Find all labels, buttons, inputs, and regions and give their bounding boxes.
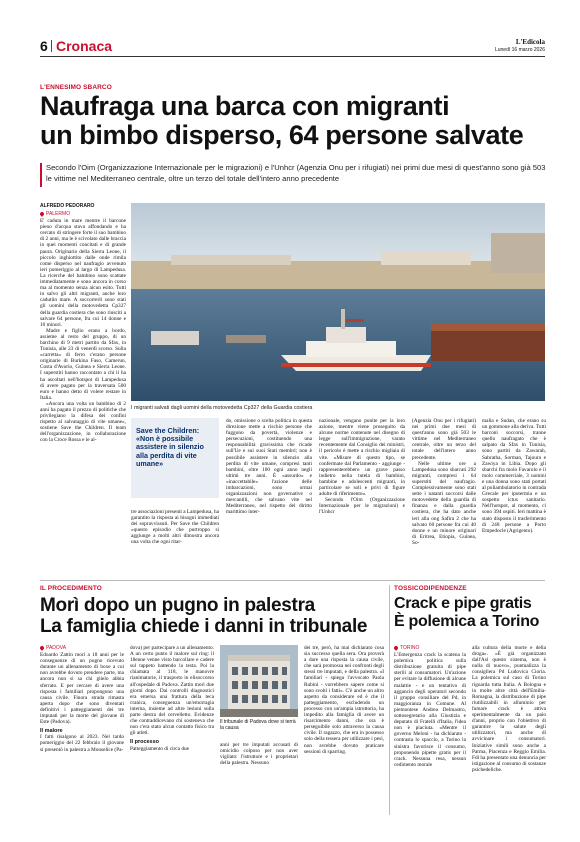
lead-paragraph: (Agenzia Onu per i rifugiati) nei primi due mesi di quest'anno sono già 503 le vittime nel Mediterraneo centrale, oltre un terzo del totale dell'intero anno precedente. [412,418,476,461]
lead-summary: Secondo l'Oim (Organizzazione Internazionale per le migrazioni) e l'Unhcr (Agenzia Onu per i rifugiati) nei primi due mesi di quest'anno sono già 503 le vittime nel Mediterraneo centrale, oltre un terzo del totale dell'intero anno precedente [46,163,546,183]
story2-photo-caption: Il tribunale di Padova dove si terrà la causa [220,719,296,731]
courthouse-image [220,645,298,717]
lead-paragraph: nazionale, vengano punite per la loro azione, mentre viene proseguito da alcune norme contenute nel disegno di legge sull'immigrazione, varato recentemente dal Consiglio dei ministri, il pericolo è mette a rischio migliaia di vite. «Misure di questo tipo, se confermate dal Parlamento - aggiunge - rappresenterebbero un grave passo indietro nella tutela di bambini, bambine e adolescenti migranti, in particolare se soli e privi di figure adulte di riferimento». [319,418,405,498]
harbor-boat-image [131,203,545,401]
story2-paragraph: Patteggiamento di circa due [130,745,189,752]
story2-paragraph: dova) per partecipare a un allenamento. A un certo punto il malore sul ring: il 18enne venne visto barcollare e cadere sul tappeto battendo la testa. Poi la chiamata al 118, le manovre rianimatorie, il trasporto in elisoccorso all'ospedale di Padova. Zattin morì due giorni dopo. Dai controlli diagnostici era emersa una frattura della teca cranica, conseguenza un'emorragia interna, insieme ad altre lesioni sulla parte destra del cervelletto. Evidenze che contraddicevano chi sosteneva che non c'era stato alcun contatto fisico tra gli atleti. [130,645,214,737]
pullquote [131,418,219,498]
lead-paragraph: do, omissione o scelta politica in questa direzione mette a rischio persone che fuggono da povertà, violenze e persecuzioni, costituendo una responsabilità gravissima che ricade sull'Ue e sui suoi Stati membri; non è possibile assistere in silenzio alla perdita di vite umane, compresi tanti bambini, oltre 100 ogni anno negli ultimi tre anni. È «assurdo» e «inaccettabile» l'azione delle imbarcazioni, sono ormai organizzazioni non governative o mercantili, che salvano vite nel Mediterraneo, nel rispetto del diritto marittimo inter- [226,418,312,516]
section-rule [40,580,545,581]
story2-paragraph: I fatti risalgono al 2023. Nel tardo pomeriggio del 22 febbraio il giovane si presentò in palestra a Monselice (Pa- [40,734,124,753]
story2-column-4 [304,645,384,755]
story2-kicker: IL PROCEDIMENTO [40,585,102,592]
location-pin-icon [39,211,45,217]
lead-column-e [482,418,546,534]
story3-kicker: TOSSICODIPENDENZE [394,585,467,592]
page-number: 6 [40,38,48,54]
lead-column-a [131,509,219,546]
lead-paragraph: E' caduta in mare mentre il barcone pieno d'acqua stava affondando e ha cercato di stringere forte il suo bambino di 2 anni, ma le è scivolato dalle braccia in quei momenti concitati e di grande paura. Originario della Sierra Leone, il piccolo inghiottito dalle onde rimila come disperso nel naufragio avvenuto ieri pomeriggio al largo di Lampedusa. La ricerche del bambino sono scattate immediatamente e sono ancora in corso ma al momento senza alcun esito. Tutti in salvo gli altri migranti, anche loro cadutiin mare. A soccorrerli sono stati gli uomini della motovedetta Cp327 della guardia costiera che sono riusciti a salvare 64 persone, fra cui 14 donne e 10 minori. [40,218,126,328]
lead-headline-line1: Naufraga una barca con migranti [40,91,450,121]
lead-headline-line2: un bimbo disperso, 64 persone salvate [40,120,524,150]
story2-headline-line1: Morì dopo un pugno in palestra [40,595,315,616]
column-divider [389,585,390,815]
lead-photo-caption: I migranti salvati dagli uomini della motovedetta Cp327 della Guardia costiera [131,405,313,411]
story2-subhead: Il malore [40,728,63,735]
issue-date: Lunedì 16 marzo 2026 [494,47,545,53]
lead-photo [131,203,545,401]
location-pin-icon [39,645,45,651]
pullquote-org: Save the Children: [136,426,200,435]
lead-kicker: L'ENNESIMO SBARCO [40,84,112,91]
lead-dateline: PALERMO [40,211,126,217]
lead-paragraph: Nelle ultime ore a Lampedusa sono sbarcati 292 migranti, compresi i 64 superstiti del naufragio. Complessivamente sono stati sette i natanti soccorsi dalle motovedette della guardia di finanza e dalla guardia costiera, che ha dato anche ieri alla ong Safira 2 che ha salvato 60 persone fra cui 40 donne e un minore originari di Eritrea, Etiopia, Guinea, So- [412,460,476,546]
story2-subhead: Il processo [130,739,160,746]
pullquote-text: «Non è possibile assistere in silenzio alla perdita di vite umane» [136,434,204,469]
story3-headline-line2: È polemica a Torino [394,613,540,630]
lead-column-b [226,418,312,516]
lead-author: ALFREDO PEDORARO [40,203,95,209]
summary-bar [40,163,42,187]
section-title: Cronaca [56,38,113,54]
page-header [40,38,545,54]
story2-paragraph: anni per tre imputati accusati di omicidio colposo per non aver vigilato: l'istruttore e i proprietari della palestra. Nessuno [220,742,298,767]
story3-paragraph: alla cultura della morte e della droga». «È già organizzato dall'Asl questo sistema, non è nulla di nuovo», puntualizza la consigliera Pd Ludovica Cioria. La polemica sul caso di Torino riguarda tutta Italia. A Bologna e in molte altre città dell'Emilia-Romagna, la distribuzione di pipe riutilizzabili in alluminio per fumare crack è attiva sperimentalmente da un paio d'anni, proprio con l'obiettivo di garantire la salute degli utilizzatori, ma anche di avvicinare i consumatori. Iniziative simili sono anche a Parma, Piacenza e Reggio Emilia. Fdl ha presentato una denuncia per istigazione al consumo di sostanze psichedeliche. [472,645,546,773]
story2-paragraph: Edoardo Zattin morì a 18 anni per le conseguenze di un pugno ricevuto durante un allenamento di boxe a cui non avrebbe dovuto prendere parte, ma ancora non si sa chi glielo abbia sferrato. E per cercare di avere una risposta i familiari propongono una causa civile. Finora strada rimasta aperta dopo che sono diventati definitivi i patteggiamenti dei tre imputati per la morte del giovane di Este (Padova). [40,652,124,726]
story2-column-1 [40,645,124,753]
story2-headline [40,595,385,637]
story3-column-2 [472,645,546,773]
brand-logo: L'Edicola [515,38,545,46]
header-rule [40,56,545,57]
story3-paragraph: L'Emergenza crack la scatena la polemica politica sulla distribuzione gratuita di pipe sterili ai consumatori. Un'azione per evitare la diffusione di alcune malattie - e un tentativo di aggancio degli operatori secondo il gruppo consiliare del Pd, in maggioranza in Comune. Al piemontese Andrea Delmastro, sottosegretario alla Giustizia e deputato di Fratelli d'Italia, l'idea non è piaciuta. «Mentre il governo Meloni - ha dichiarato - contrasta lo spaccio, a Torino la sinistra favorisce il consumo, proponendo pipette gratis per il crack. Nessuna resa, nessun cedimento morale [394,652,466,768]
story3-headline [394,595,546,631]
lead-paragraph: malia e Sudan, che erano su un gommone alla deriva. Tutti barconi soccorsi, tranne quello naufragato che è salpato da Sfax in Tunisia, sono partiti da Zawarah, Sabratha, Sorman, Tajoura e Zawiya in Libia. Dopo gli sbarchi fra molo Favarolo e il molo commerciale, 3 uomini e una donna sono stati portati al poliambulatorio in contrada Grecale per ipotermia e un sospetto ictus sanitario. Nell'hotspot, al momento, ci sono 394 ospiti. Ieri mattina è stato disposto il trasferimento di 248 persone a Porto Empedocle (Agrigento). [482,418,546,534]
location-pin-icon [393,645,399,651]
story2-column-3 [220,742,298,766]
lead-paragraph: Madre e figlio erano a bordo, assieme al resto del gruppo, di un barchino di 9 metri partito da Sfax, in Tunisia, alle 23 di venerdì scorso. Sulla «carretta» di ferro c'erano persone originarie di Burkina Faso, Camerun, Costa d'Avorio, Guinea e Sierra Leone. I superstiti hanno raccontato a chi li ha ha ascoltati nell'hotspot di Lampedusa di avere pagato per la traversata 500 euro e hanno detto di volere restare in Italia. [40,327,126,401]
section-divider [51,40,52,52]
story2-headline-line2: La famiglia chiede i danni in tribunale [40,616,368,637]
lead-column-d [412,418,476,546]
story2-paragraph: dei tre, però, ha mai dichiarato cosa sia successo quella sera. Ora proverà a dare una risposta la causa civile, che sarà promossa nei confronti degli stessi tre imputati, e della palestra. «I familiari - spiega l'avvocato Paola Rubini - vorrebbero sapere come si sono svolti i fatti». C'è anche un altro aspetto da considerare ed è che il patteggiamento, escludendo un processo con un'ampia istruttoria, ha impedito alla famiglia di avere un risarcimento danni, che ora è perseguibile solo attraverso la causa civile. Il ragazzo, che era in possesso solo della tessera per utilizzare i pesi, non avrebbe dovuto praticare sessioni di sparring. [304,645,384,755]
story3-column-1 [394,645,466,768]
lead-column-1 [40,211,126,444]
lead-column-c [319,418,405,516]
story2-column-2 [130,645,214,752]
lead-headline [40,92,550,150]
lead-paragraph: «Ancora una volta un bambino di 2 anni ha pagato il prezzo di politiche che privilegiano la difesa dei confini rispetto al salvataggio di vite umane», sostiene Save the Children. Il team dell'organizzazione, in collaborazione con la Croce Rossa e le al- [40,400,126,444]
story3-headline-line1: Crack e pipe gratis [394,595,532,612]
lead-paragraph: Secondo l'Oim (Organizzazione Internazionale per le migrazioni) e l'Unhcr [319,497,405,516]
story2-dateline: PADOVA [40,645,124,651]
story2-photo [220,645,298,717]
lead-paragraph: tre associazioni presenti a Lampedusa, ha garantito la risposta ai bisogni immediati dei sopravvissuti. Per Save the Children «questo episodio che purtroppo si aggiunge a molti altri dimostra ancora una volta che ogni ritar- [131,509,219,546]
story3-dateline: TORINO [394,645,466,651]
